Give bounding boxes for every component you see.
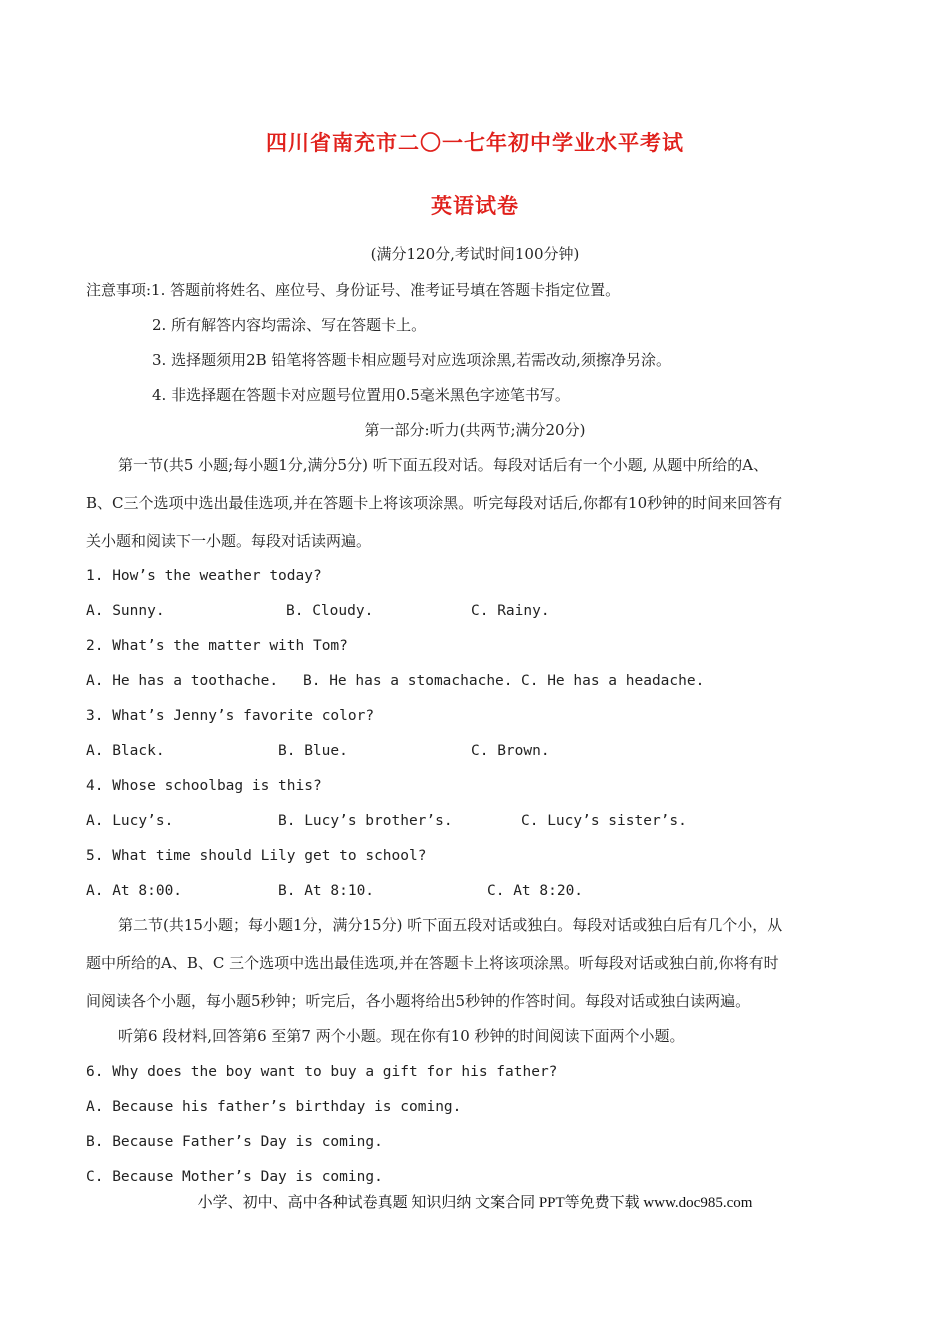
note-3: 3. 选择题须用2B 铅笔将答题卡相应题号对应选项涂黑,若需改动,须擦净另涂。 [152,351,671,369]
q6-option-a: A. Because his father’s birthday is coming. [86,1099,462,1115]
question-3: 3. What’s Jenny’s favorite color? [86,708,375,724]
question-6: 6. Why does the boy want to buy a gift for his father? [86,1064,558,1080]
q3-option-a: A. Black. [86,743,165,759]
note-2: 2. 所有解答内容均需涂、写在答题卡上。 [152,316,427,334]
q1-option-a: A. Sunny. [86,603,165,619]
q2-option-c: C. He has a headache. [521,673,705,689]
q2-option-b: B. He has a stomachache. [303,673,513,689]
q4-option-c: C. Lucy’s sister’s. [521,813,687,829]
part1-title: 第一部分:听力(共两节;满分20分) [364,421,586,439]
material-6-instruction: 听第6 段材料,回答第6 至第7 两个小题。现在你有10 秒钟的时间阅读下面两个小题。 [118,1027,685,1045]
q1-option-b: B. Cloudy. [286,603,374,619]
section1-line-2: B、C三个选项中选出最佳选项,并在答题卡上将该项涂黑。听完每段对话后,你都有10秒钟的时间来回答有 [86,494,783,512]
question-4: 4. Whose schoolbag is this? [86,778,322,794]
question-5: 5. What time should Lily get to school? [86,848,427,864]
section2-line-2: 题中所给的A、B、C 三个选项中选出最佳选项,并在答题卡上将该项涂黑。听每段对话或独白前,你将有时 [86,954,779,972]
footer-advert: 小学、初中、高中各种试卷真题 知识归纳 文案合同 PPT等免费下载 www.doc985.com [197,1195,753,1211]
question-2: 2. What’s the matter with Tom? [86,638,348,654]
q2-option-a: A. He has a toothache. [86,673,279,689]
q3-option-c: C. Brown. [471,743,550,759]
note-4: 4. 非选择题在答题卡对应题号位置用0.5毫米黑色字迹笔书写。 [152,386,570,404]
section1-line-3: 关小题和阅读下一小题。每段对话读两遍。 [86,532,372,550]
q6-option-c: C. Because Mother’s Day is coming. [86,1169,383,1185]
exam-subtitle: 英语试卷 [431,194,519,218]
q3-option-b: B. Blue. [278,743,348,759]
q4-option-b: B. Lucy’s brother’s. [278,813,453,829]
section1-line-1: 第一节(共5 小题;每小题1分,满分5分) 听下面五段对话。每段对话后有一个小题, 从题中所给的A、 [118,456,769,474]
section2-line-3: 间阅读各个小题，每小题5秒钟；听完后，各小题将给出5秒钟的作答时间。每段对话或独白读两遍。 [86,992,751,1010]
q5-option-a: A. At 8:00. [86,883,183,899]
q5-option-b: B. At 8:10. [278,883,375,899]
q6-option-b: B. Because Father’s Day is coming. [86,1134,383,1150]
q1-option-c: C. Rainy. [471,603,550,619]
section2-line-1: 第二节(共15小题；每小题1分，满分15分) 听下面五段对话或独白。每段对话或独白后有几个小，从 [118,916,783,934]
note-1: 注意事项:1. 答题前将姓名、座位号、身份证号、准考证号填在答题卡指定位置。 [86,281,621,299]
exam-title: 四川省南充市二〇一七年初中学业水平考试 [266,131,684,155]
q4-option-a: A. Lucy’s. [86,813,174,829]
q5-option-c: C. At 8:20. [487,883,584,899]
score-info: (满分120分,考试时间100分钟) [370,245,580,263]
question-1: 1. How’s the weather today? [86,568,322,584]
